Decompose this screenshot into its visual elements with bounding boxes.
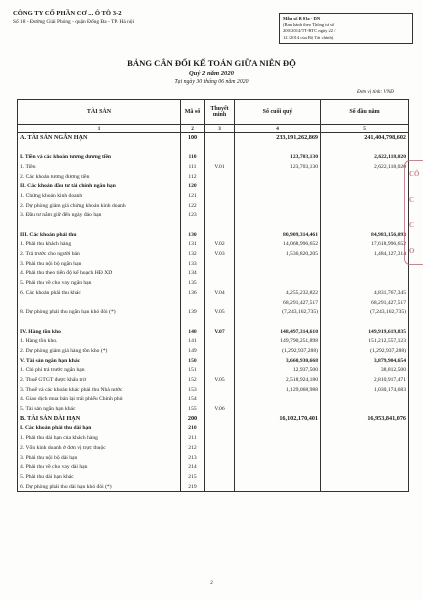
row-label: 5. Phải thu dài hạn khác [18, 472, 181, 482]
row-begin-value: 2,622,118,020 [321, 152, 409, 162]
row-code: 151 [181, 366, 205, 376]
table-row [18, 385, 409, 395]
row-label [18, 220, 181, 230]
table-row [18, 201, 409, 211]
row-code: 212 [181, 443, 205, 453]
row-code: 155 [181, 404, 205, 414]
table-row [18, 433, 409, 443]
row-label: 3. Phải thu nội bộ dài hạn [18, 453, 181, 463]
row-label: III. Các khoản phải thu [18, 230, 181, 240]
row-begin-value: 38,812,500 [321, 366, 409, 376]
row-end-value [235, 191, 321, 201]
stamp-letter: C [409, 221, 415, 230]
row-end-value [235, 317, 321, 327]
row-end-value [235, 181, 321, 191]
table-row [18, 288, 409, 298]
table-row [18, 249, 409, 259]
stamp-letter: O [409, 247, 415, 256]
row-note: V.03 [205, 249, 235, 259]
row-code: 149 [181, 346, 205, 356]
row-code: 141 [181, 336, 205, 346]
row-begin-value: 2,810,917,471 [321, 375, 409, 385]
row-note [205, 453, 235, 463]
header-code: Mã số [181, 100, 205, 125]
row-begin-value [321, 443, 409, 453]
row-begin-value [321, 404, 409, 414]
table-row [18, 307, 409, 317]
table-row [18, 356, 409, 366]
company-address: Số 18 - Đường Giải Phóng - quận Đống Đa - TP. Hà nội [13, 19, 134, 25]
row-label: IV. Hàng tồn kho [18, 327, 181, 337]
row-label: 2. Thuế GTGT được khấu trừ [18, 375, 181, 385]
row-end-value [235, 259, 321, 269]
row-end-value [235, 424, 321, 434]
row-note [205, 201, 235, 211]
row-code: 133 [181, 259, 205, 269]
index-3: 3 [205, 125, 235, 133]
row-note [205, 385, 235, 395]
row-begin-value: (7,243,162,735) [321, 307, 409, 317]
row-begin-value: 149,919,619,835 [321, 327, 409, 337]
row-end-value [235, 453, 321, 463]
row-end-value [235, 482, 321, 492]
row-label: 2. Vốn kinh doanh ở đơn vị trực thuộc [18, 443, 181, 453]
row-begin-value [321, 201, 409, 211]
row-note [205, 211, 235, 221]
row-code: 154 [181, 395, 205, 405]
row-code: 139 [181, 307, 205, 317]
row-end-value [235, 443, 321, 453]
stamp-letter: CÔ [409, 169, 420, 178]
row-code: 135 [181, 278, 205, 288]
table-row [18, 414, 409, 424]
table-index-row [18, 125, 409, 133]
row-label: 5. Phải thu về cho vay ngắn hạn [18, 278, 181, 288]
form-note-line: 200/2014/TT-BTC ngày 22 / [283, 28, 336, 34]
row-end-value [235, 278, 321, 288]
row-note [205, 191, 235, 201]
row-code: 132 [181, 249, 205, 259]
row-note: V.05 [205, 375, 235, 385]
row-begin-value [321, 317, 409, 327]
row-begin-value [321, 395, 409, 405]
row-code: 136 [181, 288, 205, 298]
row-note [205, 414, 235, 424]
table-row [18, 462, 409, 472]
row-end-value: 4,255,232,822 [235, 288, 321, 298]
table-row [18, 240, 409, 250]
row-begin-value [321, 472, 409, 482]
row-begin-value: 241,404,798,602 [321, 133, 409, 143]
form-reference-box [279, 13, 413, 44]
row-code: 123 [181, 211, 205, 221]
row-begin-value [321, 172, 409, 182]
row-begin-value [321, 191, 409, 201]
row-note [205, 395, 235, 405]
row-label: 3. Đầu tư nắm giữ đến ngày đáo hạn [18, 211, 181, 221]
table-row [18, 162, 409, 172]
row-end-value [235, 462, 321, 472]
row-note: V.07 [205, 327, 235, 337]
table-header-row [18, 100, 409, 125]
row-label: 6. Dự phòng phải thu dài hạn khó đòi (*) [18, 482, 181, 492]
table-row [18, 375, 409, 385]
row-code: 211 [181, 433, 205, 443]
header-end-quarter: Số cuối quý [235, 100, 321, 125]
table-row [18, 181, 409, 191]
row-label: 4. Giao dịch mua bán lại trái phiếu Chính phủ [18, 395, 181, 405]
row-label: 1. Phải thu khách hàng [18, 240, 181, 250]
row-end-value: 233,191,262,869 [235, 133, 321, 143]
row-note [205, 230, 235, 240]
row-label: V. Tài sản ngắn hạn khác [18, 356, 181, 366]
row-end-value [235, 472, 321, 482]
header-asset: TÀI SẢN [18, 100, 181, 125]
row-begin-value [321, 181, 409, 191]
row-note [205, 269, 235, 279]
table-row [18, 317, 409, 327]
row-end-value: 12,937,500 [235, 366, 321, 376]
row-end-value [235, 172, 321, 182]
row-code: 122 [181, 201, 205, 211]
row-label: 2. Trả trước cho người bán [18, 249, 181, 259]
row-label [18, 143, 181, 153]
row-note [205, 336, 235, 346]
row-label: I. Các khoản phải thu dài hạn [18, 424, 181, 434]
row-begin-value: 16,953,841,076 [321, 414, 409, 424]
row-label [18, 317, 181, 327]
row-note [205, 433, 235, 443]
row-label: 6. Các khoản phải thu khác [18, 288, 181, 298]
row-begin-value: 1,484,127,314 [321, 249, 409, 259]
row-code: 213 [181, 453, 205, 463]
document-subtitle: Quý 2 năm 2020 [189, 70, 234, 77]
stamp-letter: C [409, 195, 415, 204]
company-name: CÔNG TY CỔ PHẦN CƠ ... Ô TÔ 3-2 [13, 10, 122, 17]
row-code: 134 [181, 269, 205, 279]
row-end-value: 1,129,068,988 [235, 385, 321, 395]
row-note [205, 356, 235, 366]
row-note [205, 172, 235, 182]
index-4: 4 [235, 125, 321, 133]
row-note: V.04 [205, 288, 235, 298]
currency-unit: Đơn vị tính: VNĐ [357, 89, 394, 95]
row-code: 200 [181, 414, 205, 424]
red-stamp [404, 160, 423, 265]
row-note: V.01 [205, 162, 235, 172]
table-row [18, 152, 409, 162]
table-row [18, 191, 409, 201]
row-end-value [235, 395, 321, 405]
row-begin-value [321, 259, 409, 269]
row-note [205, 346, 235, 356]
row-label: A. TÀI SẢN NGẮN HẠN [18, 133, 181, 143]
row-note [205, 472, 235, 482]
row-begin-value [321, 269, 409, 279]
index-2: 2 [181, 125, 205, 133]
row-end-value: 2,518,924,180 [235, 375, 321, 385]
row-label: 8. Dự phòng phải thu ngắn hạn khó đòi (*) [18, 307, 181, 317]
row-end-value: (7,243,162,735) [235, 307, 321, 317]
row-label: 2. Dự phòng giảm giá hàng tồn kho (*) [18, 346, 181, 356]
row-end-value: 123,703,130 [235, 152, 321, 162]
row-begin-value: 4,831,767,345 [321, 288, 409, 298]
row-note [205, 366, 235, 376]
row-label: II. Các khoản đầu tư tài chính ngắn hạn [18, 181, 181, 191]
row-begin-value [321, 211, 409, 221]
row-code: 131 [181, 240, 205, 250]
row-begin-value [321, 424, 409, 434]
row-begin-value: 68,291,427,517 [321, 298, 409, 308]
row-begin-value [321, 278, 409, 288]
form-note-line: (Ban hành theo Thông tư số [283, 22, 335, 28]
row-code: 111 [181, 162, 205, 172]
row-label: 1. Chứng khoán kinh doanh [18, 191, 181, 201]
row-code: 153 [181, 385, 205, 395]
table-row [18, 220, 409, 230]
row-end-value: 149,790,251,898 [235, 336, 321, 346]
row-note [205, 424, 235, 434]
row-end-value [235, 143, 321, 153]
table-row [18, 443, 409, 453]
row-note [205, 278, 235, 288]
page-number: 2 [210, 580, 213, 586]
row-end-value: (1,292,937,288) [235, 346, 321, 356]
row-code: 110 [181, 152, 205, 162]
row-end-value: 1,536,820,205 [235, 249, 321, 259]
row-code: 210 [181, 424, 205, 434]
form-note-line: 12 /2014 của Bộ Tài chính) [283, 34, 334, 40]
row-begin-value: 1,030,174,683 [321, 385, 409, 395]
row-note [205, 298, 235, 308]
balance-sheet-table [17, 99, 409, 492]
table-row [18, 259, 409, 269]
row-end-value [235, 404, 321, 414]
row-label: 2. Các khoản tương đương tiền [18, 172, 181, 182]
row-begin-value [321, 220, 409, 230]
row-note [205, 482, 235, 492]
table-row [18, 424, 409, 434]
table-row [18, 336, 409, 346]
row-label: I. Tiền và các khoản tương đương tiền [18, 152, 181, 162]
row-note [205, 181, 235, 191]
row-end-value: 80,909,314,461 [235, 230, 321, 240]
row-code [181, 220, 205, 230]
table-row [18, 211, 409, 221]
table-row [18, 143, 409, 153]
row-label: 5. Tài sản ngắn hạn khác [18, 404, 181, 414]
row-note: V.05 [205, 307, 235, 317]
row-begin-value: 2,622,118,020 [321, 162, 409, 172]
row-note [205, 133, 235, 143]
table-row [18, 133, 409, 143]
row-code: 121 [181, 191, 205, 201]
row-label [18, 298, 181, 308]
row-begin-value: 151,212,557,123 [321, 336, 409, 346]
header-begin-year: Số đầu năm [321, 100, 409, 125]
row-code: 215 [181, 472, 205, 482]
row-begin-value: 3,879,904,654 [321, 356, 409, 366]
index-5: 5 [321, 125, 409, 133]
row-label: 2. Dự phòng giảm giá chứng khoán kinh doanh [18, 201, 181, 211]
row-code: 112 [181, 172, 205, 182]
row-end-value [235, 211, 321, 221]
table-row [18, 366, 409, 376]
row-code: 214 [181, 462, 205, 472]
row-code: 150 [181, 356, 205, 366]
row-end-value: 68,291,427,517 [235, 298, 321, 308]
row-label: 3. Phải thu nội bộ ngắn hạn [18, 259, 181, 269]
row-note [205, 152, 235, 162]
table-row [18, 395, 409, 405]
table-row [18, 472, 409, 482]
table-row [18, 453, 409, 463]
row-begin-value [321, 143, 409, 153]
row-begin-value: (1,292,937,288) [321, 346, 409, 356]
index-1: 1 [18, 125, 181, 133]
row-note [205, 317, 235, 327]
row-code: 140 [181, 327, 205, 337]
row-code: 219 [181, 482, 205, 492]
table-row [18, 482, 409, 492]
row-begin-value [321, 462, 409, 472]
row-note [205, 143, 235, 153]
table-row [18, 404, 409, 414]
row-begin-value [321, 453, 409, 463]
row-code [181, 317, 205, 327]
row-end-value: 148,497,314,610 [235, 327, 321, 337]
document-title: BẢNG CÂN ĐỐI KẾ TOÁN GIỮA NIÊN ĐỘ [127, 58, 296, 68]
row-begin-value [321, 433, 409, 443]
table-row [18, 278, 409, 288]
row-code: 152 [181, 375, 205, 385]
table-row [18, 298, 409, 308]
row-label: 1. Phải thu dài hạn của khách hàng [18, 433, 181, 443]
row-end-value: 3,660,930,668 [235, 356, 321, 366]
row-note [205, 462, 235, 472]
row-code: 100 [181, 133, 205, 143]
row-begin-value: 84,983,156,093 [321, 230, 409, 240]
row-note: V.02 [205, 240, 235, 250]
row-code: 130 [181, 230, 205, 240]
table-row [18, 172, 409, 182]
document-date: Tại ngày 30 tháng 06 năm 2020 [174, 79, 249, 85]
row-end-value [235, 433, 321, 443]
row-label: B. TÀI SẢN DÀI HẠN [18, 414, 181, 424]
row-label: 3. Thuế và các khoản khác phải thu Nhà nước [18, 385, 181, 395]
form-code: Mẫu số B 01a - DN [283, 16, 321, 21]
table-row [18, 327, 409, 337]
row-end-value: 14,068,996,652 [235, 240, 321, 250]
row-label: 1. Tiền [18, 162, 181, 172]
row-begin-value [321, 482, 409, 492]
row-end-value [235, 220, 321, 230]
row-code: 120 [181, 181, 205, 191]
table-row [18, 346, 409, 356]
row-note [205, 220, 235, 230]
row-note: V.06 [205, 404, 235, 414]
row-label: 1. Chi phí trả trước ngắn hạn [18, 366, 181, 376]
row-code [181, 143, 205, 153]
row-label: 4. Phải thu theo tiến độ kế hoạch HĐ XD [18, 269, 181, 279]
row-begin-value: 17,618,996,652 [321, 240, 409, 250]
table-row [18, 269, 409, 279]
row-end-value [235, 201, 321, 211]
row-label: 4. Phải thu về cho vay dài hạn [18, 462, 181, 472]
row-label: 1. Hàng tồn kho. [18, 336, 181, 346]
row-end-value: 16,102,170,401 [235, 414, 321, 424]
row-end-value [235, 269, 321, 279]
row-end-value: 123,703,130 [235, 162, 321, 172]
row-note [205, 443, 235, 453]
row-note [205, 259, 235, 269]
table-row [18, 230, 409, 240]
row-code [181, 298, 205, 308]
header-note: Thuyết minh [205, 100, 235, 125]
